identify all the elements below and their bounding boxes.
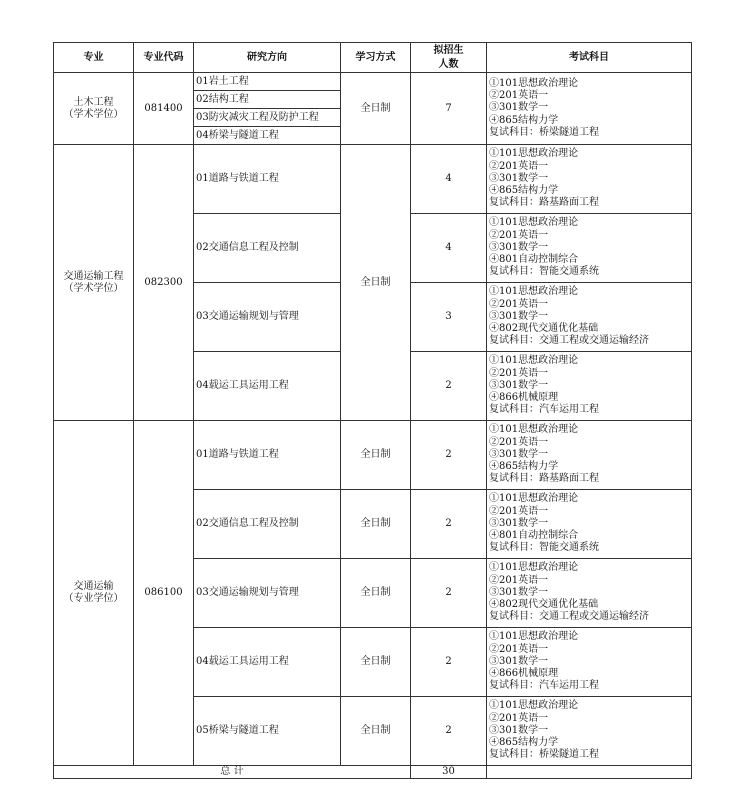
mode-cell: 全日制	[341, 73, 411, 145]
exam-line: ④866机械原理	[489, 392, 559, 404]
major-cell	[54, 421, 134, 766]
major-name: 土木工程	[73, 96, 114, 108]
total-row	[54, 766, 692, 779]
direction-cell: 03防灾减灾工程及防护工程	[194, 109, 341, 127]
major-name: 交通运输	[73, 581, 114, 592]
direction-cell: 02交通信息工程及控制	[194, 490, 341, 559]
exam-line: ①101思想政治理论	[489, 77, 579, 89]
exam-line: ①101思想政治理论	[489, 286, 579, 298]
major-degree: （专业学位）	[63, 593, 124, 604]
exam-line: ②201英语一	[489, 298, 549, 310]
exam-line: ③301数学一	[489, 586, 549, 598]
exam-line: ①101思想政治理论	[489, 700, 579, 712]
exam-cell	[487, 145, 692, 214]
header-mode: 学习方式	[341, 43, 411, 73]
exam-line: 复试科目：交通工程或交通运输经济	[489, 611, 649, 623]
header-row	[54, 43, 692, 73]
exam-cell	[487, 421, 692, 490]
total-value: 30	[411, 766, 487, 779]
major-degree: （学术学位）	[63, 108, 124, 120]
exam-line: ②201英语一	[489, 367, 549, 379]
exam-line: ②201英语一	[489, 160, 549, 172]
exam-cell	[487, 559, 692, 628]
exam-cell	[487, 283, 692, 352]
exam-line: ②201英语一	[489, 229, 549, 241]
exam-line: ③301数学一	[489, 172, 549, 184]
direction-cell: 01道路与铁道工程	[194, 145, 341, 214]
quota-cell: 2	[411, 421, 487, 490]
exam-line: ②201英语一	[489, 712, 549, 724]
exam-line: ②201英语一	[489, 574, 549, 586]
major-degree: （学术学位）	[63, 282, 124, 294]
quota-cell: 2	[411, 628, 487, 697]
header-quota-text: 拟招生人数	[433, 44, 464, 70]
exam-line: ①101思想政治理论	[489, 631, 579, 643]
exam-cell	[487, 490, 692, 559]
code-cell: 086100	[134, 421, 194, 766]
exam-line: 复试科目：交通工程或交通运输经济	[489, 335, 649, 347]
exam-line: 复试科目：桥梁隧道工程	[489, 749, 599, 761]
exam-line: ③301数学一	[489, 310, 549, 322]
quota-cell: 4	[411, 145, 487, 214]
header-direction: 研究方向	[194, 43, 341, 73]
code-cell: 082300	[134, 145, 194, 421]
exam-line: ④865结构力学	[489, 114, 559, 126]
exam-cell	[487, 214, 692, 283]
exam-line: ③301数学一	[489, 379, 549, 391]
exam-line: ①101思想政治理论	[489, 424, 579, 436]
direction-cell: 03交通运输规划与管理	[194, 283, 341, 352]
direction-cell: 03交通运输规划与管理	[194, 559, 341, 628]
table-row	[54, 73, 692, 91]
quota-cell: 2	[411, 697, 487, 766]
table-row	[54, 145, 692, 214]
major-cell	[54, 145, 134, 421]
exam-line: ③301数学一	[489, 517, 549, 529]
direction-cell: 05桥梁与隧道工程	[194, 697, 341, 766]
table-row	[54, 421, 692, 490]
header-major: 专业	[54, 43, 134, 73]
exam-line: ②201英语一	[489, 643, 549, 655]
quota-cell: 7	[411, 73, 487, 145]
quota-cell: 2	[411, 490, 487, 559]
mode-cell: 全日制	[341, 145, 411, 421]
quota-cell: 3	[411, 283, 487, 352]
exam-line: 复试科目：汽车运用工程	[489, 680, 599, 692]
major-name: 交通运输工程	[63, 270, 124, 282]
exam-line: ③301数学一	[489, 448, 549, 460]
exam-line: 复试科目：汽车运用工程	[489, 404, 599, 416]
direction-cell: 02结构工程	[194, 91, 341, 109]
exam-line: ③301数学一	[489, 102, 549, 114]
exam-line: ③301数学一	[489, 724, 549, 736]
exam-line: ①101思想政治理论	[489, 493, 579, 505]
exam-line: ④801自动控制综合	[489, 530, 579, 542]
exam-line: ④802现代交通优化基础	[489, 599, 599, 611]
exam-line: ②201英语一	[489, 505, 549, 517]
enrollment-table	[53, 42, 692, 779]
quota-cell: 2	[411, 559, 487, 628]
exam-line: 复试科目：智能交通系统	[489, 542, 599, 554]
header-quota	[411, 43, 487, 73]
exam-line: ①101思想政治理论	[489, 355, 579, 367]
total-label: 总 计	[54, 766, 411, 779]
total-empty-cell	[487, 766, 692, 779]
exam-line: ④866机械原理	[489, 668, 559, 680]
mode-cell: 全日制	[341, 559, 411, 628]
exam-line: 复试科目：路基路面工程	[489, 473, 599, 485]
direction-cell: 04载运工具运用工程	[194, 352, 341, 421]
exam-cell	[487, 73, 692, 145]
exam-line: ①101思想政治理论	[489, 148, 579, 160]
mode-cell: 全日制	[341, 697, 411, 766]
code-cell: 081400	[134, 73, 194, 145]
exam-line: 复试科目：智能交通系统	[489, 266, 599, 278]
quota-cell: 4	[411, 214, 487, 283]
exam-line: ③301数学一	[489, 655, 549, 667]
exam-line: ④865结构力学	[489, 461, 559, 473]
quota-cell: 2	[411, 352, 487, 421]
direction-cell: 01道路与铁道工程	[194, 421, 341, 490]
major-cell	[54, 73, 134, 145]
mode-cell: 全日制	[341, 421, 411, 490]
exam-line: ①101思想政治理论	[489, 562, 579, 574]
mode-cell: 全日制	[341, 490, 411, 559]
exam-line: ④865结构力学	[489, 185, 559, 197]
exam-line: ③301数学一	[489, 241, 549, 253]
direction-cell: 01岩土工程	[194, 73, 341, 91]
mode-cell: 全日制	[341, 628, 411, 697]
exam-line: ②201英语一	[489, 436, 549, 448]
direction-cell: 04桥梁与隧道工程	[194, 127, 341, 145]
exam-line: ①101思想政治理论	[489, 217, 579, 229]
direction-cell: 04载运工具运用工程	[194, 628, 341, 697]
direction-cell: 02交通信息工程及控制	[194, 214, 341, 283]
exam-line: 复试科目：路基路面工程	[489, 197, 599, 209]
exam-line: ④802现代交通优化基础	[489, 323, 599, 335]
exam-line: ④865结构力学	[489, 737, 559, 749]
exam-cell	[487, 352, 692, 421]
exam-cell	[487, 628, 692, 697]
exam-line: ②201英语一	[489, 90, 549, 102]
exam-cell	[487, 697, 692, 766]
exam-line: 复试科目：桥梁隧道工程	[489, 126, 599, 138]
exam-line: ④801自动控制综合	[489, 254, 579, 266]
header-exam: 考试科目	[487, 43, 692, 73]
header-code: 专业代码	[134, 43, 194, 73]
